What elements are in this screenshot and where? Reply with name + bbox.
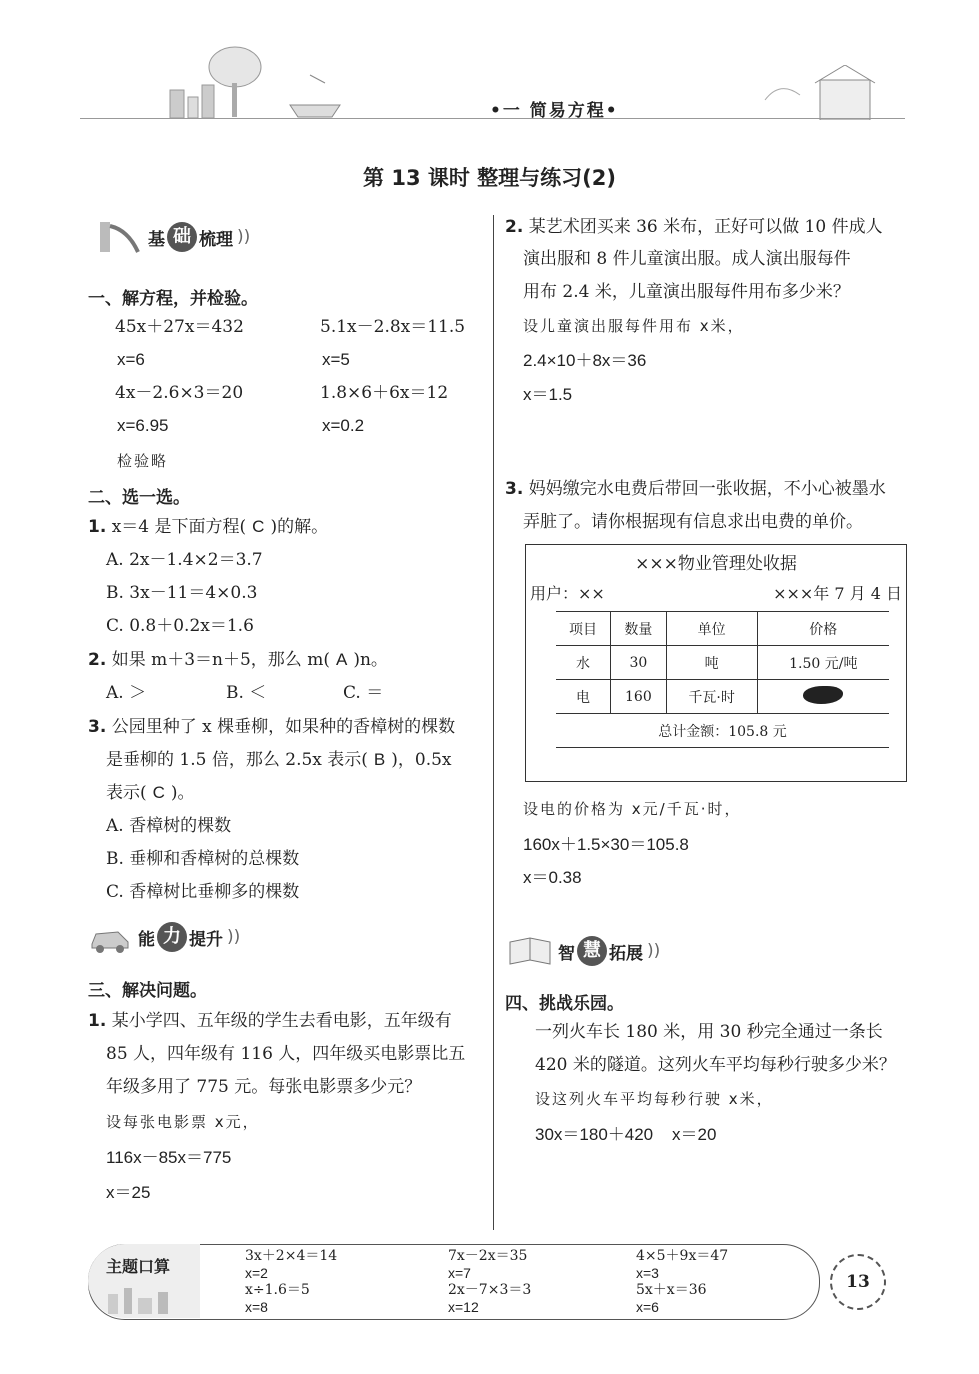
receipt-cell: 电: [556, 680, 611, 714]
table-row: [556, 714, 889, 748]
p3-q1-line3: 年级多用了 775 元。每张电影票多少元？: [106, 1077, 422, 1097]
p3-q2-line3: 用布 2.4 米，儿童演出服每件用布多少米？: [523, 282, 850, 302]
p2-q2-answer: A: [335, 650, 348, 669]
badge-basic-char2: 础: [167, 222, 197, 252]
badge-basic-char1: 基: [148, 229, 165, 250]
footer-ans-2: x=7: [448, 1265, 471, 1281]
p3-q2-work2: 2.4×10＋8x＝36: [523, 351, 647, 370]
p4-line2: 420 米的隧道。这列火车平均每秒行驶多少米？: [535, 1055, 896, 1075]
footer-ans-3: x=3: [636, 1265, 659, 1281]
badge-ability-char1: 能: [138, 929, 155, 950]
footer-eq-4: x÷1.6＝5: [245, 1282, 310, 1298]
receipt-header-cell: 单位: [666, 612, 757, 646]
part2-heading: 二、选一选。: [88, 488, 190, 508]
footer-label-box: [88, 1244, 200, 1318]
p2-q2-opt-c: C. ＝: [343, 683, 384, 703]
badge-basic-rest: 梳理: [199, 229, 233, 250]
eq-1-answer: x=6: [117, 350, 145, 369]
table-row: [556, 680, 889, 714]
column-divider: [493, 215, 494, 1230]
badge-ability-char2: 力: [157, 922, 187, 952]
ink-blot-icon: [803, 686, 843, 704]
p3-q1-work1: 设每张电影票 x元，: [106, 1113, 260, 1131]
p4-work2: 30x＝180＋420 x＝20: [535, 1125, 717, 1144]
p2-q3-answer2: C: [152, 783, 165, 802]
badge-ability-rest: 提升: [189, 929, 223, 950]
p4-work1: 设这列火车平均每秒行驶 x米，: [535, 1090, 774, 1108]
footer-eq-3: 4×5＋9x＝47: [636, 1248, 729, 1264]
receipt-cell: 吨: [666, 646, 757, 680]
p2-q3-line2: 是垂柳的 1.5 倍，那么 2.5x 表示( B )，0.5x: [106, 750, 452, 770]
receipt-cell: 千瓦·时: [666, 680, 757, 714]
part1-heading: 一、解方程，并检验。: [88, 289, 258, 309]
eq-1: 45x＋27x＝432: [115, 317, 244, 337]
p3-q2-line1: 2. 某艺术团买来 36 米布，正好可以做 10 件成人: [505, 217, 883, 237]
check-note: 检验略: [117, 452, 169, 470]
badge-wisdom-char1: 智: [558, 943, 575, 964]
receipt-header-cell: 数量: [611, 612, 667, 646]
p2-q1-stem: 1. x＝4 是下面方程( C )的解。: [88, 517, 329, 537]
receipt-header-row: [556, 612, 889, 646]
footer-ans-1: x=2: [245, 1265, 268, 1281]
receipt-header-cell: 项目: [556, 612, 611, 646]
footer-ans-4: x=8: [245, 1299, 268, 1315]
receipt-total: 总计金额：105.8 元: [556, 714, 889, 748]
receipt-cell: 30: [611, 646, 667, 680]
badge-wisdom-rest: 拓展: [609, 943, 643, 964]
receipt-cell: 160: [611, 680, 667, 714]
badge-arcs-icon: )): [227, 927, 241, 947]
receipt-user: 用户：××: [530, 584, 605, 603]
p3-q3-work2: 160x＋1.5×30＝105.8: [523, 835, 689, 854]
receipt-cell: 水: [556, 646, 611, 680]
badge-basic: [98, 218, 250, 256]
p2-q1-opt-c: C. 0.8＋0.2x＝1.6: [106, 616, 254, 636]
receipt-date: ×××年 7 月 4 日: [773, 584, 902, 603]
eq-4: 1.8×6＋6x＝12: [320, 383, 449, 403]
badge-wisdom: [508, 932, 660, 970]
receipt: [525, 544, 907, 782]
receipt-cell: 1.50 元/吨: [757, 646, 889, 680]
p2-q3-opt-b: B. 垂柳和香樟树的总棵数: [106, 849, 300, 869]
eq-4-answer: x=0.2: [322, 416, 365, 435]
p2-q2-opt-a: A. ＞: [106, 683, 147, 703]
eq-3: 4x－2.6×3＝20: [115, 383, 244, 403]
table-row: [556, 646, 889, 680]
part3-heading: 三、解决问题。: [88, 981, 207, 1001]
badge-wisdom-char2: 慧: [577, 936, 607, 966]
receipt-cell-ink-blot: [757, 680, 889, 714]
footer-ans-6: x=6: [636, 1299, 659, 1315]
p3-q2-line2: 演出服和 8 件儿童演出服。成人演出服每件: [523, 249, 851, 269]
p2-q3-line3: 表示( C )。: [106, 783, 195, 803]
eq-2: 5.1x－2.8x＝11.5: [320, 317, 466, 337]
header-house-illustration: [760, 65, 890, 120]
p2-q2-stem: 2. 如果 m＋3＝n＋5，那么 m( A )n。: [88, 650, 388, 670]
p2-q1-opt-b: B. 3x－11＝4×0.3: [106, 583, 258, 603]
slide-icon: [98, 220, 142, 254]
p2-q3-opt-c: C. 香樟树比垂柳多的棵数: [106, 882, 300, 902]
p3-q2-work3: x＝1.5: [523, 385, 573, 404]
badge-arcs-icon: )): [237, 227, 251, 247]
part4-heading: 四、挑战乐园。: [505, 994, 624, 1014]
p3-q1-line2: 85 人，四年级有 116 人，四年级买电影票比五: [106, 1044, 466, 1064]
receipt-title: ×××物业管理处收据: [635, 554, 797, 574]
receipt-table: [556, 611, 889, 748]
footer-city-icon: [98, 1282, 188, 1314]
footer-eq-2: 7x－2x＝35: [448, 1248, 528, 1264]
badge-ability: [88, 918, 240, 956]
p3-q1-work3: x＝25: [106, 1183, 151, 1202]
lesson-title: 第 13 课时 整理与练习(2): [363, 166, 616, 190]
p3-q1-line1: 1. 某小学四、五年级的学生去看电影，五年级有: [88, 1011, 452, 1031]
p4-line1: 一列火车长 180 米，用 30 秒完全通过一条长: [535, 1022, 883, 1042]
eq-2-answer: x=5: [322, 350, 350, 369]
footer-eq-6: 5x＋x＝36: [636, 1282, 707, 1298]
eq-3-answer: x=6.95: [117, 416, 169, 435]
car-icon: [88, 920, 132, 954]
p3-q3-work1: 设电的价格为 x元/千瓦·时，: [523, 800, 742, 818]
footer-label: 主题口算: [106, 1257, 171, 1276]
p3-q3-line1: 3. 妈妈缴完水电费后带回一张收据，不小心被墨水: [505, 479, 886, 499]
footer-eq-5: 2x－7×3＝3: [448, 1282, 532, 1298]
p2-q3-line1: 3. 公园里种了 x 棵垂柳，如果种的香樟树的棵数: [88, 717, 456, 737]
page-number: 13: [830, 1254, 886, 1310]
p2-q3-opt-a: A. 香樟树的棵数: [106, 816, 232, 836]
p3-q3-work3: x＝0.38: [523, 868, 582, 887]
p2-q1-opt-a: A. 2x－1.4×2＝3.7: [106, 550, 263, 570]
book-icon: [508, 934, 552, 968]
footer-eq-1: 3x＋2×4＝14: [245, 1248, 338, 1264]
p3-q2-work1: 设儿童演出服每件用布 x米，: [523, 317, 745, 335]
chapter-title: •一 简易方程•: [490, 101, 619, 121]
receipt-header-cell: 价格: [757, 612, 889, 646]
p3-q3-line2: 弄脏了。请你根据现有信息求出电费的单价。: [523, 512, 863, 532]
badge-arcs-icon: )): [647, 941, 661, 961]
p2-q2-opt-b: B. ＜: [226, 683, 267, 703]
footer-ans-5: x=12: [448, 1299, 479, 1315]
p2-q3-answer1: B: [373, 750, 386, 769]
header-scenery-illustration: [150, 45, 370, 120]
p2-q1-answer: C: [252, 517, 265, 536]
p3-q1-work2: 116x－85x＝775: [106, 1148, 232, 1167]
